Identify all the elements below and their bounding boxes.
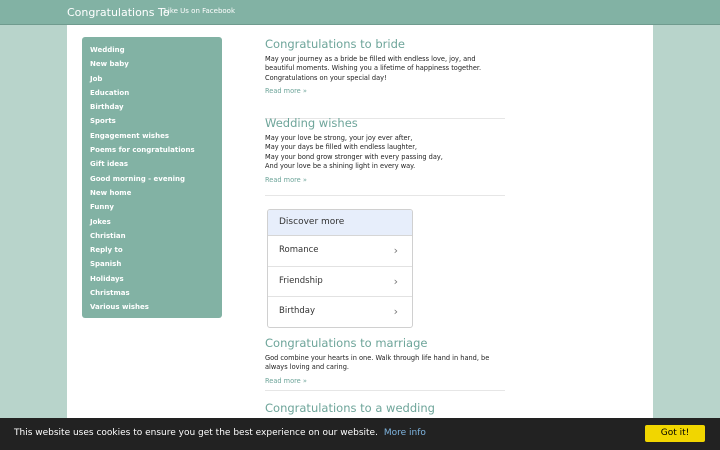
sidebar-item-engagement-wishes[interactable]: Engagement wishes [90,131,169,140]
discover-item-label: Romance [279,245,319,255]
discover-item-romance[interactable] [268,236,412,267]
site-brand[interactable]: Congratulations To [67,6,170,19]
sidebar-item-poems[interactable]: Poems for congratulations [90,146,195,155]
sidebar-item-job[interactable]: Job [90,74,103,83]
category-list [82,37,222,315]
excerpt-line: And your love be a shining light in every way. [265,162,416,171]
cookie-message [14,428,426,438]
read-more-link[interactable]: Read more » [265,376,307,385]
discover-item-friendship[interactable] [268,267,412,298]
sidebar-item-gift-ideas[interactable]: Gift ideas [90,160,129,169]
sidebar-item-new-baby[interactable]: New baby [90,60,129,69]
post-a-wedding [265,401,505,415]
page-container [67,25,653,450]
excerpt-line: Congratulations on your special day! [265,73,387,82]
sidebar-item-holidays[interactable]: Holidays [90,274,124,283]
sidebar-item-good-morning-evening[interactable]: Good morning - evening [90,174,185,183]
sidebar-item-christian[interactable]: Christian [90,231,126,240]
discover-item-birthday[interactable] [268,297,412,327]
sidebar-item-various-wishes[interactable]: Various wishes [90,303,149,312]
sidebar-item-sports[interactable]: Sports [90,117,116,126]
sidebar-item-jokes[interactable]: Jokes [90,217,111,226]
sidebar-item-wedding[interactable]: Wedding [90,46,125,54]
sidebar-item-birthday[interactable]: Birthday [90,103,124,112]
top-navbar [0,0,720,25]
discover-item-label: Friendship [279,275,323,286]
more-info-link[interactable]: More info [383,428,426,438]
post-bride [265,37,505,119]
post-title[interactable]: Congratulations to a wedding [265,401,435,415]
cookie-banner [0,418,720,450]
chevron-right-icon: › [393,274,398,288]
cookie-text: This website uses cookies to ensure you get the best experience on our website. [14,428,378,438]
post-excerpt [265,354,505,373]
sidebar-item-funny[interactable]: Funny [90,203,114,212]
post-excerpt [265,134,505,172]
excerpt-line: May your love be strong, your joy ever after, [265,134,413,142]
post-title[interactable]: Congratulations to bride [265,37,405,51]
discover-title: Discover more [268,210,412,236]
sidebar-item-christmas[interactable]: Christmas [90,289,130,298]
sidebar-item-education[interactable]: Education [90,88,130,97]
post-excerpt [265,55,505,83]
chevron-right-icon: › [393,244,398,257]
read-more-link[interactable]: Read more » [265,87,307,96]
sidebar-item-reply-to[interactable]: Reply to [90,246,123,255]
post-marriage [265,336,505,391]
excerpt-line: always loving and caring. [265,363,349,372]
discover-item-label: Birthday [279,306,316,316]
post-title[interactable]: Wedding wishes [265,116,358,130]
discover-more-widget [267,209,413,328]
sidebar-item-new-home[interactable]: New home [90,188,132,197]
excerpt-line: May your journey as a bride be filled with endless love, joy, and [265,55,476,63]
post-title[interactable]: Congratulations to marriage [265,336,428,350]
category-sidebar [82,37,222,318]
excerpt-line: beautiful moments. Wishing you a lifetime of happiness together. [265,64,482,73]
excerpt-line: May your days be filled with endless laughter, [265,143,418,152]
got-it-button[interactable]: Got it! [645,425,705,442]
read-more-link[interactable]: Read more » [265,175,307,184]
post-wedding-wishes [265,116,505,196]
facebook-link[interactable]: Like Us on Facebook [164,7,236,15]
excerpt-line: May your bond grow stronger with every passing day, [265,152,443,161]
chevron-right-icon: › [393,305,398,318]
excerpt-line: God combine your hearts in one. Walk through life hand in hand, be [265,354,490,362]
sidebar-item-spanish[interactable]: Spanish [90,260,122,269]
